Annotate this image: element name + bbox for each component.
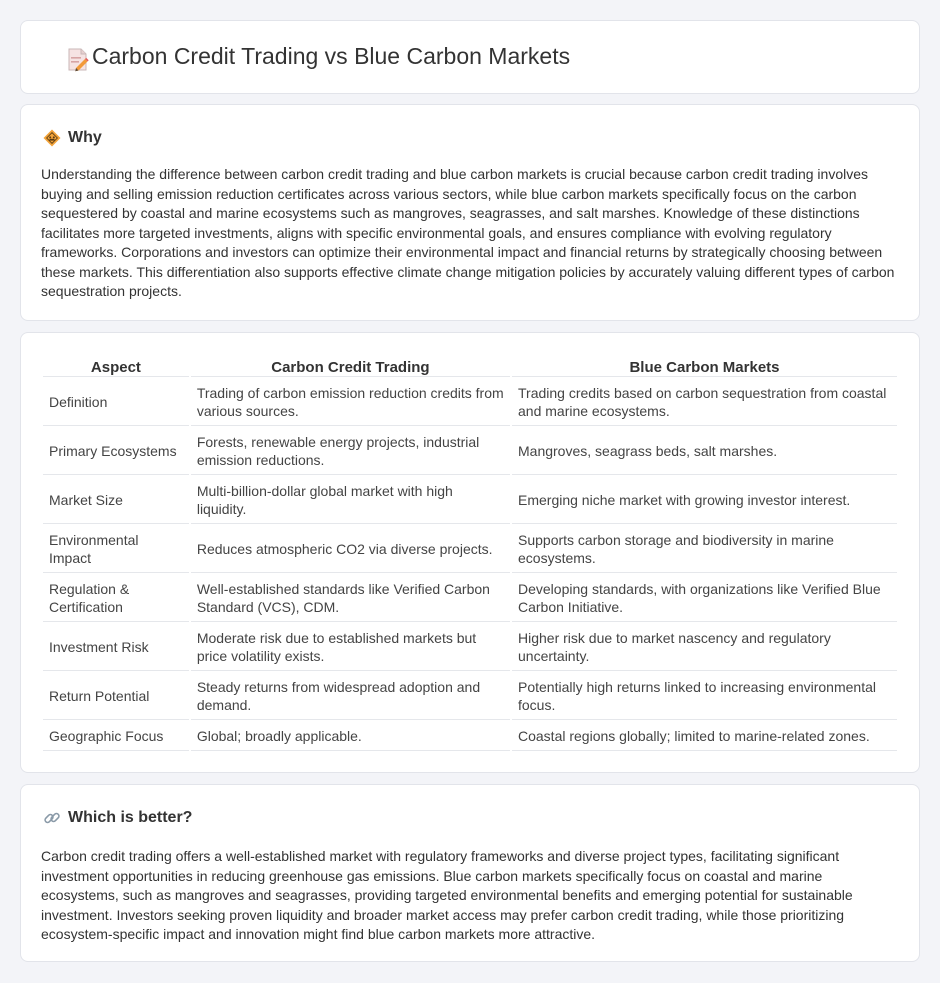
header-carbon-credit: Carbon Credit Trading xyxy=(191,355,510,377)
why-header xyxy=(43,129,102,147)
aspect-cell: Market Size xyxy=(43,477,189,524)
aspect-cell: Geographic Focus xyxy=(43,722,189,751)
comparison-table-card xyxy=(20,332,920,773)
blue-carbon-cell: Potentially high returns linked to increasing environmental focus. xyxy=(512,673,897,720)
aspect-cell: Primary Ecosystems xyxy=(43,428,189,475)
better-text: Carbon credit trading offers a well-established market with regulatory frameworks and diverse project types, facilitating significant investment opportunities in reducing greenhouse gas emissions. Blue carbon markets specifically focus on coastal and marine ecosystems, such as mangroves and seagrasses, providing targeted environmental benefits and emerging potential for sustainable investment. Investors seeking proven liquidity and broader market access may prefer carbon credit trading, while those prioritizing ecosystem-specific impact and innovation might find blue carbon markets more attractive. xyxy=(41,848,853,942)
diamond-sign-icon xyxy=(43,129,61,147)
blue-carbon-cell: Developing standards, with organizations like Verified Blue Carbon Initiative. xyxy=(512,575,897,622)
comparison-table xyxy=(41,353,899,753)
table-row xyxy=(43,477,897,524)
aspect-cell: Investment Risk xyxy=(43,624,189,671)
aspect-cell: Environmental Impact xyxy=(43,526,189,573)
carbon-credit-cell: Well-established standards like Verified Carbon Standard (VCS), CDM. xyxy=(191,575,510,622)
aspect-cell: Return Potential xyxy=(43,673,189,720)
why-text: Understanding the difference between carbon credit trading and blue carbon markets is crucial because carbon credit trading involves buying and selling emission reduction certificates across various sectors, while blue carbon markets specifically focus on the carbon sequestered by coastal and marine ecosystems such as mangroves, seagrasses, and salt marshes. Knowledge of these distinctions facilitates more targeted investments, aligns with specific environmental goals, and ensures compliance with evolving regulatory frameworks. Corporations and investors can optimize their environmental impact and financial returns by strategically choosing between these markets. This differentiation also supports effective climate change mitigation policies by accurately valuing different types of carbon sequestration projects. xyxy=(41,166,895,299)
carbon-credit-cell: Steady returns from widespread adoption and demand. xyxy=(191,673,510,720)
page-title: Carbon Credit Trading vs Blue Carbon Markets xyxy=(92,43,571,69)
better-header xyxy=(43,809,192,827)
blue-carbon-cell: Coastal regions globally; limited to marine-related zones. xyxy=(512,722,897,751)
better-heading: Which is better? xyxy=(68,809,193,826)
table-row xyxy=(43,624,897,671)
table-row xyxy=(43,722,897,751)
document-pencil-icon xyxy=(67,48,89,72)
link-icon xyxy=(43,809,61,827)
carbon-credit-cell: Multi-billion-dollar global market with high liquidity. xyxy=(191,477,510,524)
header-aspect: Aspect xyxy=(43,355,189,377)
table-row xyxy=(43,428,897,475)
aspect-cell: Regulation & Certification xyxy=(43,575,189,622)
why-section xyxy=(20,104,920,321)
carbon-credit-cell: Forests, renewable energy projects, industrial emission reductions. xyxy=(191,428,510,475)
blue-carbon-cell: Higher risk due to market nascency and regulatory uncertainty. xyxy=(512,624,897,671)
header-blue-carbon: Blue Carbon Markets xyxy=(512,355,897,377)
carbon-credit-cell: Moderate risk due to established markets but price volatility exists. xyxy=(191,624,510,671)
carbon-credit-cell: Global; broadly applicable. xyxy=(191,722,510,751)
blue-carbon-cell: Trading credits based on carbon sequestration from coastal and marine ecosystems. xyxy=(512,379,897,426)
blue-carbon-cell: Supports carbon storage and biodiversity in marine ecosystems. xyxy=(512,526,897,573)
table-row xyxy=(43,673,897,720)
table-header-row xyxy=(43,355,897,377)
table-row xyxy=(43,526,897,573)
why-heading: Why xyxy=(68,129,102,146)
title-card xyxy=(20,20,920,94)
carbon-credit-cell: Trading of carbon emission reduction credits from various sources. xyxy=(191,379,510,426)
table-row xyxy=(43,575,897,622)
which-is-better-section xyxy=(20,784,920,962)
table-row xyxy=(43,379,897,426)
carbon-credit-cell: Reduces atmospheric CO2 via diverse projects. xyxy=(191,526,510,573)
aspect-cell: Definition xyxy=(43,379,189,426)
blue-carbon-cell: Emerging niche market with growing investor interest. xyxy=(512,477,897,524)
blue-carbon-cell: Mangroves, seagrass beds, salt marshes. xyxy=(512,428,897,475)
